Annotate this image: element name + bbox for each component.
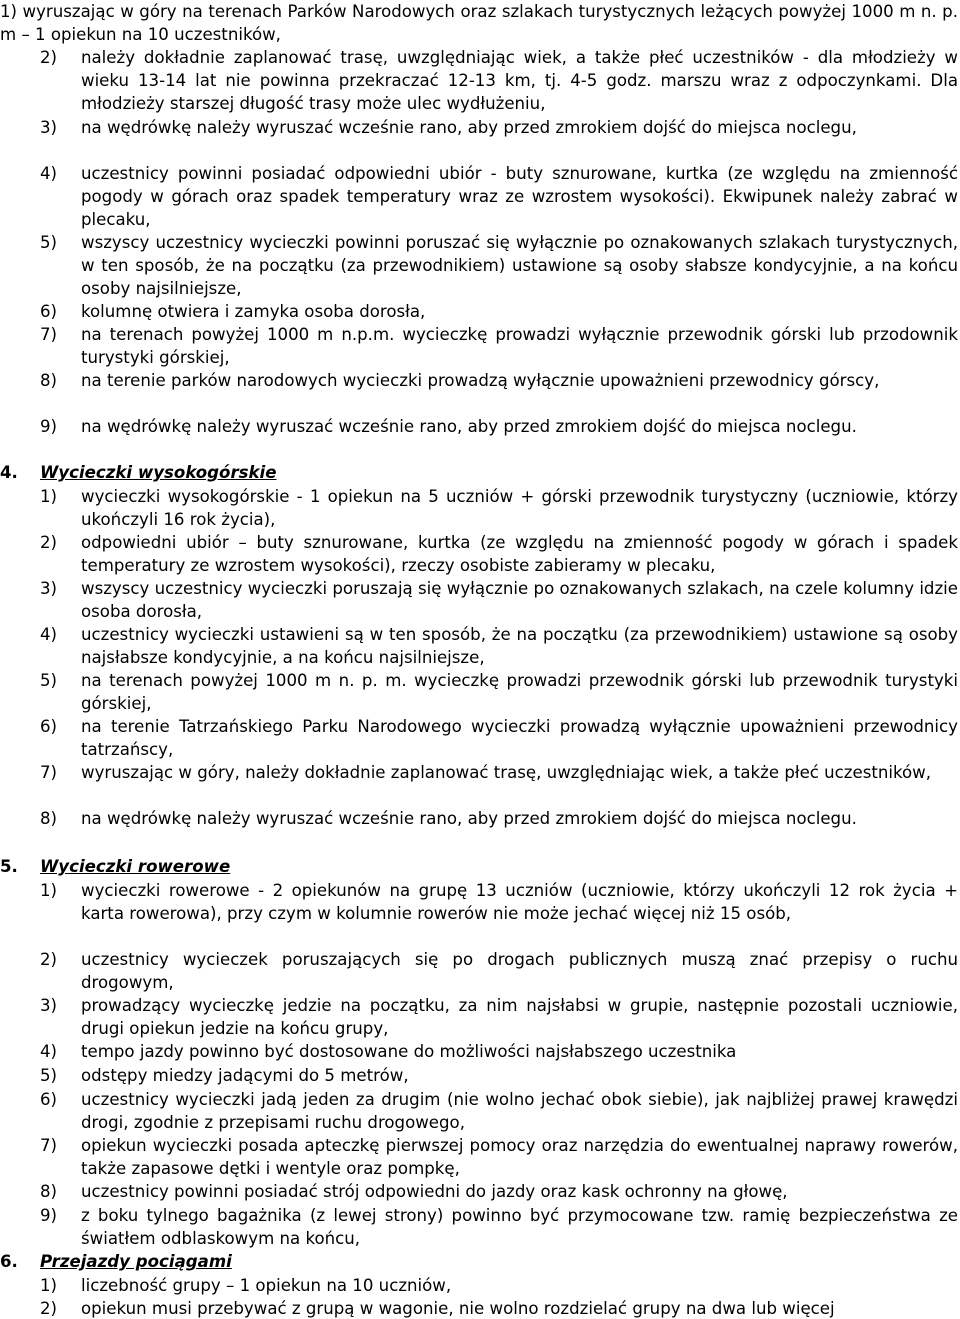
list-item [40,231,958,301]
section-title: Wycieczki wysokogórskie [40,463,277,482]
item-number: 5) [40,671,58,690]
list-item [40,162,958,232]
item-number: 3) [40,996,58,1015]
item-number: 7) [40,763,58,782]
list-item [40,1297,958,1319]
item-text: wszyscy uczestnicy wycieczki poruszają się wyłącznie po oznakowanych szlakach, na czele kolumny idzie osoba dorosła, [81,579,958,622]
item-number: 6) [40,1090,58,1109]
list-item [40,485,958,531]
item-text: opiekun musi przebywać z grupą w wagonie, nie wolno rozdzielać grupy na dwa lub więcej [81,1299,835,1318]
list-item [40,994,958,1040]
item-number: 2) [40,950,58,969]
list-item [40,715,958,761]
item-text: na terenach powyżej 1000 m n.p.m. wycieczkę prowadzi wyłącznie przewodnik górski lub przodownik turystyki górskiej, [81,325,958,368]
item-text: na terenach powyżej 1000 m n. p. m. wycieczkę prowadzi przewodnik górski lub przewodnik turystyki górskiej, [81,671,958,714]
item-number: 9) [40,1206,58,1225]
item-number: 4) [40,1042,58,1061]
item-text: wycieczki wysokogórskie - 1 opiekun na 5 uczniów + górski przewodnik turystyczny (uczniowie, którzy ukończyli 16 rok życia), [81,487,958,530]
list-item [40,116,958,139]
list-item [40,1064,958,1087]
item-number: 2) [40,533,58,552]
list-item [40,1274,958,1297]
item-text: liczebność grupy – 1 opiekun na 10 uczniów, [81,1276,452,1295]
item-number: 8) [40,809,58,828]
list-item [40,807,958,830]
item-number: 1) [40,487,58,506]
list-item [40,415,958,438]
item-text: należy dokładnie zaplanować trasę, uwzględniając wiek, a także płeć uczestników - dla młodzieży w wieku 13-14 lat nie powinna przekraczać 12-13 km, tj. 4-5 godz. marszu wraz z odpoczynkami. Dla młodzieży starszej długość trasy może ulec wydłużeniu, [81,48,958,114]
item-text: na wędrówkę należy wyruszać wcześnie rano, aby przed zmrokiem dojść do miejsca noclegu, [81,118,857,137]
list-item [40,577,958,623]
item-text: na terenie parków narodowych wycieczki prowadzą wyłącznie upoważnieni przewodnicy górscy, [81,371,880,390]
list-item [40,300,958,323]
item-number: 1) [40,881,58,900]
section-number: 5. [0,857,18,876]
list-item [40,369,958,392]
item-text: na wędrówkę należy wyruszać wcześnie rano, aby przed zmrokiem dojść do miejsca noclegu. [81,809,857,828]
item-text: na wędrówkę należy wyruszać wcześnie rano, aby przed zmrokiem dojść do miejsca noclegu. [81,417,857,436]
list-item [40,323,958,369]
item-number: 8) [40,1182,58,1201]
item-text: uczestnicy wycieczki jadą jeden za drugim (nie wolno jechać obok siebie), jak najbliżej prawej krawędzi drogi, zgodnie z przepisami ruchu drogowego, [81,1090,958,1133]
item-number: 5) [40,233,58,252]
item-text: uczestnicy wycieczki ustawieni są w ten sposób, że na początku (za przewodnikiem) ustawione są osoby najsłabsze kondycyjnie, a na końcu najsilniejsze, [81,625,958,668]
list-item [40,1040,958,1063]
item-number: 6) [40,302,58,321]
item-number: 2) [40,48,58,67]
item-number: 8) [40,371,58,390]
item-number: 9) [40,417,58,436]
item-number: 2) [40,1299,58,1318]
list-item [40,1180,958,1203]
item-number: 5) [40,1066,58,1085]
item-text: 1) wyruszając w góry na terenach Parków Narodowych oraz szlakach turystycznych leżących powyżej 1000 m n. p. m – 1 opiekun na 10 uczestników, [0,2,958,45]
section-title: Przejazdy pociągami [40,1252,232,1271]
item-text: wyruszając w góry, należy dokładnie zaplanować trasę, uwzględniając wiek, a także płeć uczestników, [81,763,932,782]
item-text: opiekun wycieczki posada apteczkę pierwszej pomocy oraz narzędzia do ewentualnej naprawy rowerów, także zapasowe dętki i wentyle oraz pompkę, [81,1136,958,1179]
item-text: odstępy miedzy jadącymi do 5 metrów, [81,1066,409,1085]
item-number: 1) [40,1276,58,1295]
list-item [40,669,958,715]
list-item [40,1134,958,1180]
item-text: kolumnę otwiera i zamyka osoba dorosła, [81,302,426,321]
item-text: wycieczki rowerowe - 2 opiekunów na grupę 13 uczniów (uczniowie, którzy ukończyli 12 rok życia + karta rowerowa), przy czym w kolumnie rowerów nie może jechać więcej niż 15 osób, [81,881,958,924]
list-item [40,1088,958,1134]
list-item [40,623,958,669]
section-title: Wycieczki rowerowe [40,857,231,876]
list-item [40,879,958,925]
item-number: 7) [40,1136,58,1155]
item-number: 4) [40,625,58,644]
section-number: 4. [0,463,18,482]
item-number: 6) [40,717,58,736]
item-text: odpowiedni ubiór – buty sznurowane, kurtka (ze względu na zmienność pogody w górach i spadek temperatury ze wzrostem wysokości), rzeczy osobiste zabieramy w plecaku, [81,533,958,576]
list-item [40,46,958,116]
section-number: 6. [0,1252,18,1271]
item-text: prowadzący wycieczkę jedzie na początku, za nim najsłabsi w grupie, następnie pozostali uczniowie, drugi opiekun jedzie na końcu grupy, [81,996,958,1039]
list-item [40,531,958,577]
list-item [40,1204,958,1250]
list-item [0,0,958,46]
item-text: tempo jazdy powinno być dostosowane do możliwości najsłabszego uczestnika [81,1042,737,1061]
item-text: wszyscy uczestnicy wycieczki powinni poruszać się wyłącznie po oznakowanych szlakach turystycznych, w ten sposób, że na początku (za przewodnikiem) ustawione są osoby słabsze kondycyjnie, a na końcu osoby najsilniejsze, [81,233,958,299]
item-text: uczestnicy powinni posiadać strój odpowiedni do jazdy oraz kask ochronny na głowę, [81,1182,788,1201]
item-number: 3) [40,118,58,137]
list-item [40,948,958,994]
item-number: 4) [40,164,58,183]
item-text: z boku tylnego bagażnika (z lewej strony) powinno być przymocowane tzw. ramię bezpieczeństwa ze światłem odblaskowym na końcu, [81,1206,958,1249]
item-text: uczestnicy wycieczek poruszających się po drogach publicznych muszą znać przepisy o ruchu drogowym, [81,950,958,993]
section-heading [0,855,230,878]
section-heading [0,1250,232,1273]
item-text: uczestnicy powinni posiadać odpowiedni ubiór - buty sznurowane, kurtka (ze względu na zmienność pogody w górach oraz spadek temperatury wraz ze wzrostem wysokości). Ekwipunek należy zabrać w plecaku, [81,164,958,230]
item-number: 7) [40,325,58,344]
list-item [40,761,958,784]
item-number: 3) [40,579,58,598]
section-heading [0,461,276,484]
item-text: na terenie Tatrzańskiego Parku Narodowego wycieczki prowadzą wyłącznie upoważnieni przewodnicy tatrzańscy, [81,717,958,760]
